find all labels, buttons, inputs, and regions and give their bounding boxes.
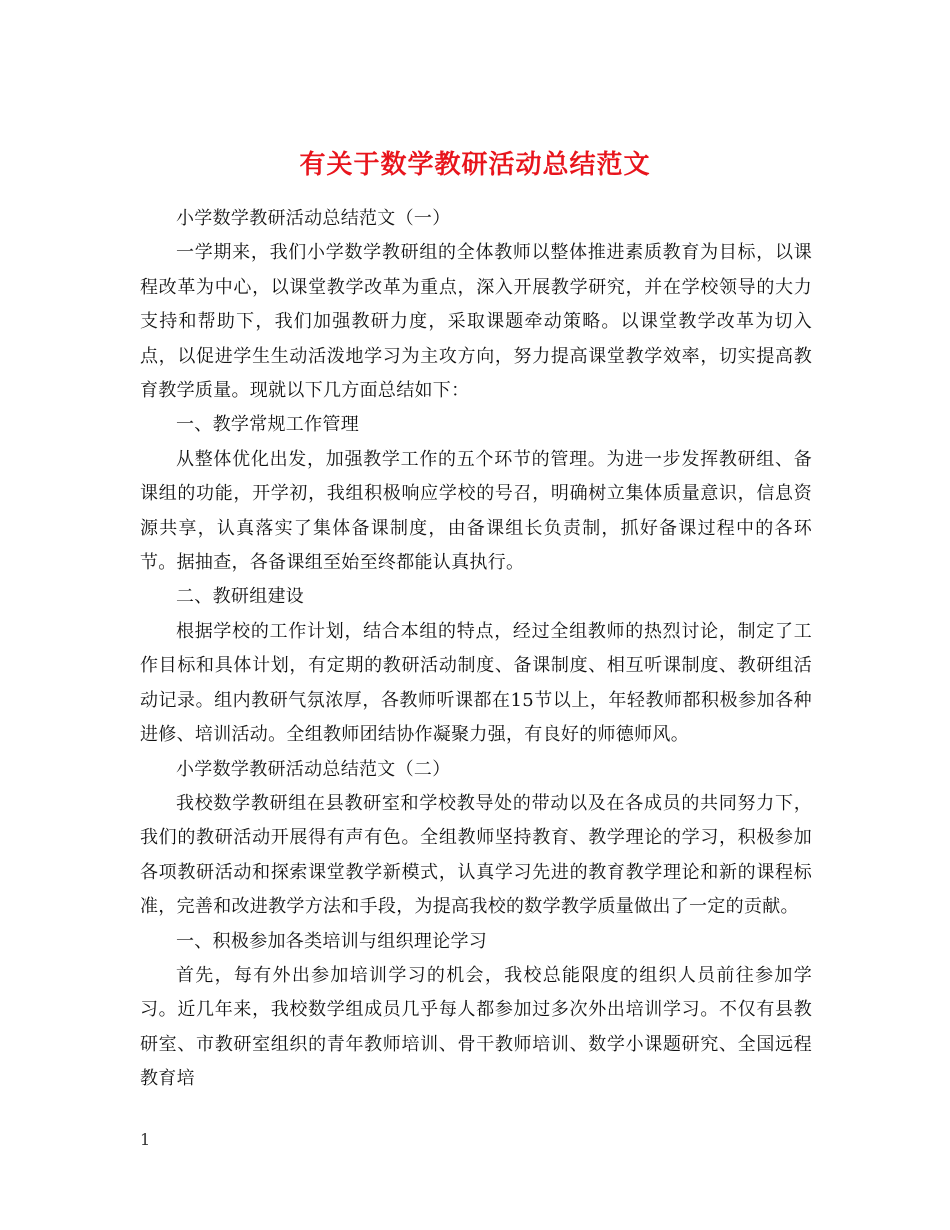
- document-title: 有关于数学教研活动总结范文: [299, 150, 651, 181]
- body-paragraph: 我校数学教研组在县教研室和学校教导处的带动以及在各成员的共同努力下，我们的教研活动开展得有声有色。全组教师坚持教育、教学理论的学习，积极参加各项教研活动和探索课堂教学新模式，认真学习先进的教育教学理论和新的课程标准，完善和改进教学方法和手段，为提高我校的数学教学质量做出了一定的贡献。: [140, 792, 812, 918]
- document-body: [140, 202, 812, 1097]
- body-paragraph: 根据学校的工作计划，结合本组的特点，经过全组教师的热烈讨论，制定了工作目标和具体计划，有定期的教研活动制度、备课制度、相互听课制度、教研组活动记录。组内教研气氛浓厚，各教师听课都在15节以上，年轻教师都积极参加各种进修、培训活动。全组教师团结协作凝聚力强，有良好的师德师风。: [140, 620, 812, 746]
- body-paragraph: 一学期来，我们小学数学教研组的全体教师以整体推进素质教育为目标，以课程改革为中心，以课堂教学改革为重点，深入开展教学研究，并在学校领导的大力支持和帮助下，我们加强教研力度，采取课题牵动策略。以课堂教学改革为切入点，以促进学生生动活泼地学习为主攻方向，努力提高课堂教学效率，切实提高教育教学质量。现就以下几方面总结如下：: [140, 242, 812, 402]
- section-heading: 一、积极参加各类培训与组织理论学习: [176, 930, 488, 952]
- section-heading: 二、教研组建设: [176, 586, 305, 608]
- body-paragraph: 从整体优化出发，加强教学工作的五个环节的管理。为进一步发挥教研组、备课组的功能，开学初，我组积极响应学校的号召，明确树立集体质量意识，信息资源共享，认真落实了集体备课制度，由备课组长负责制，抓好备课过程中的各环节。据抽查，各备课组至始至终都能认真执行。: [140, 448, 812, 574]
- section-heading: 一、教学常规工作管理: [176, 414, 359, 436]
- section-heading: 小学数学教研活动总结范文（二）: [176, 758, 451, 780]
- body-paragraph: 首先，每有外出参加培训学习的机会，我校总能限度的组织人员前往参加学习。近几年来，我校数学组成员几乎每人都参加过多次外出培训学习。不仅有县教研室、市教研室组织的青年教师培训、骨干教师培训、数学小课题研究、全国远程教育培: [140, 964, 812, 1090]
- section-heading: 小学数学教研活动总结范文（一）: [176, 208, 451, 229]
- page-number: 1: [140, 1130, 151, 1149]
